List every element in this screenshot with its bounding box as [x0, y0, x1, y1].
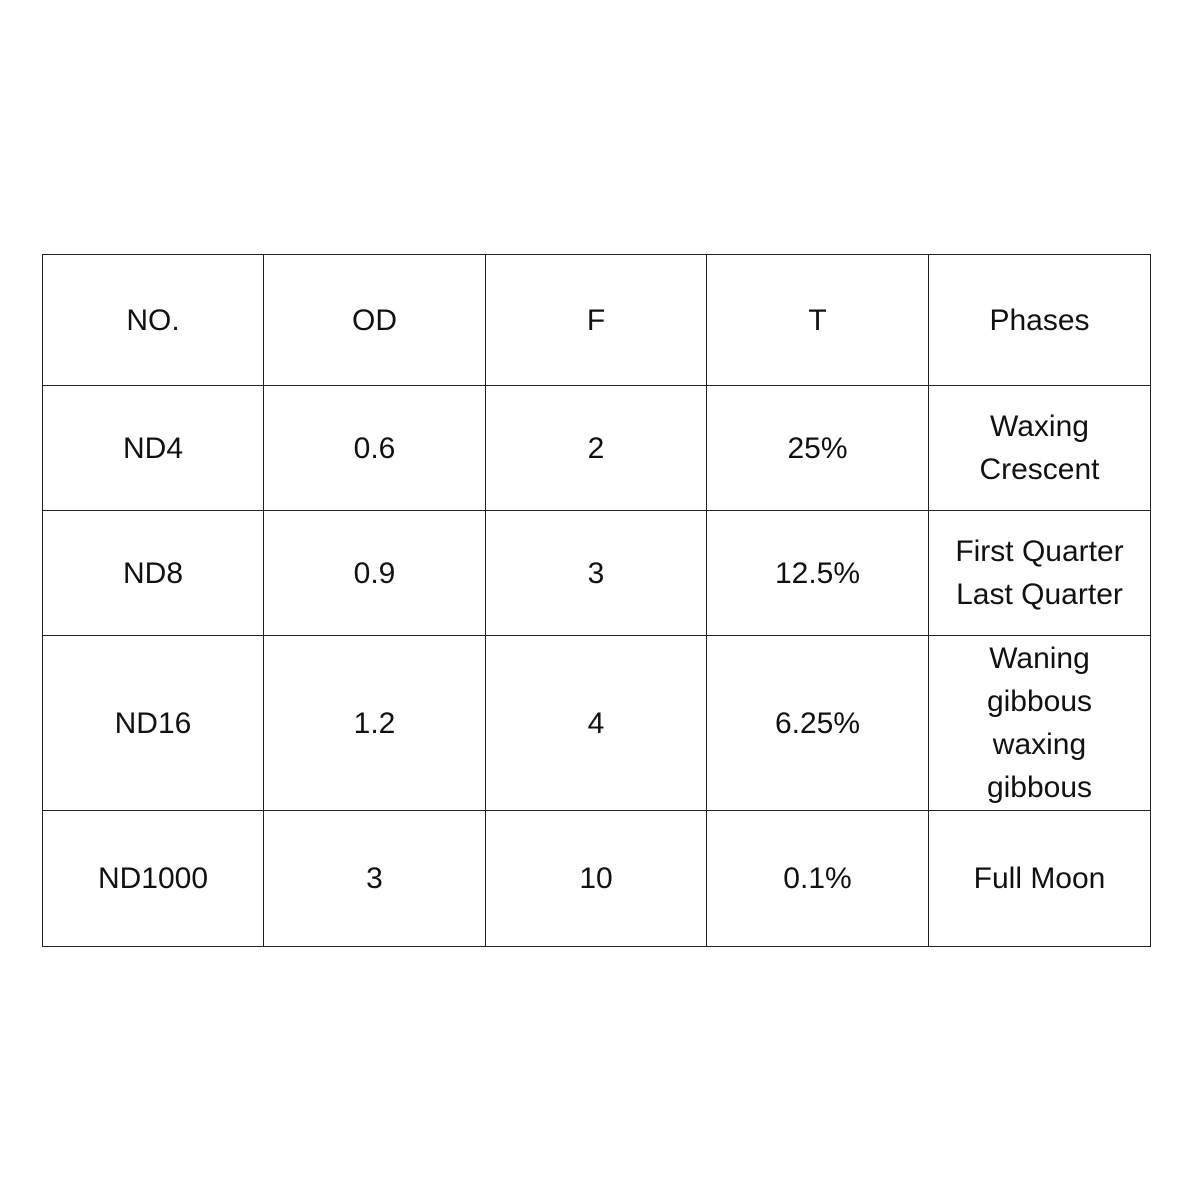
- cell-phases: [929, 386, 1151, 511]
- nd-filter-table: [42, 254, 1151, 947]
- cell-f: 2: [486, 386, 707, 511]
- phase-line: Waning: [989, 642, 1090, 675]
- phase-line: Full Moon: [973, 862, 1106, 895]
- header-od: OD: [264, 255, 486, 386]
- phase-line: waxing: [992, 728, 1087, 761]
- cell-f: 4: [486, 636, 707, 811]
- cell-f: 3: [486, 511, 707, 636]
- cell-no: ND4: [43, 386, 264, 511]
- cell-t: 12.5%: [707, 511, 929, 636]
- cell-od: 3: [264, 811, 486, 947]
- cell-no: ND8: [43, 511, 264, 636]
- phase-line: Crescent: [979, 453, 1100, 486]
- phase-line: gibbous: [986, 771, 1093, 804]
- cell-od: 0.6: [264, 386, 486, 511]
- cell-t: 0.1%: [707, 811, 929, 947]
- header-f: F: [486, 255, 707, 386]
- phase-line: gibbous: [986, 685, 1093, 718]
- cell-phases: [929, 511, 1151, 636]
- header-t: T: [707, 255, 929, 386]
- table-header-row: [43, 255, 1151, 386]
- header-phases: Phases: [929, 255, 1151, 386]
- cell-phases: [929, 636, 1151, 811]
- table-row: [43, 811, 1151, 947]
- table-row: [43, 386, 1151, 511]
- table-row: [43, 511, 1151, 636]
- phase-line: Last Quarter: [956, 578, 1123, 611]
- phase-line: First Quarter: [955, 535, 1124, 568]
- cell-od: 0.9: [264, 511, 486, 636]
- cell-no: ND1000: [43, 811, 264, 947]
- phase-line: Waxing: [990, 410, 1089, 443]
- cell-t: 6.25%: [707, 636, 929, 811]
- cell-no: ND16: [43, 636, 264, 811]
- cell-f: 10: [486, 811, 707, 947]
- table-row: [43, 636, 1151, 811]
- header-no: NO.: [43, 255, 264, 386]
- cell-od: 1.2: [264, 636, 486, 811]
- cell-phases: [929, 811, 1151, 947]
- cell-t: 25%: [707, 386, 929, 511]
